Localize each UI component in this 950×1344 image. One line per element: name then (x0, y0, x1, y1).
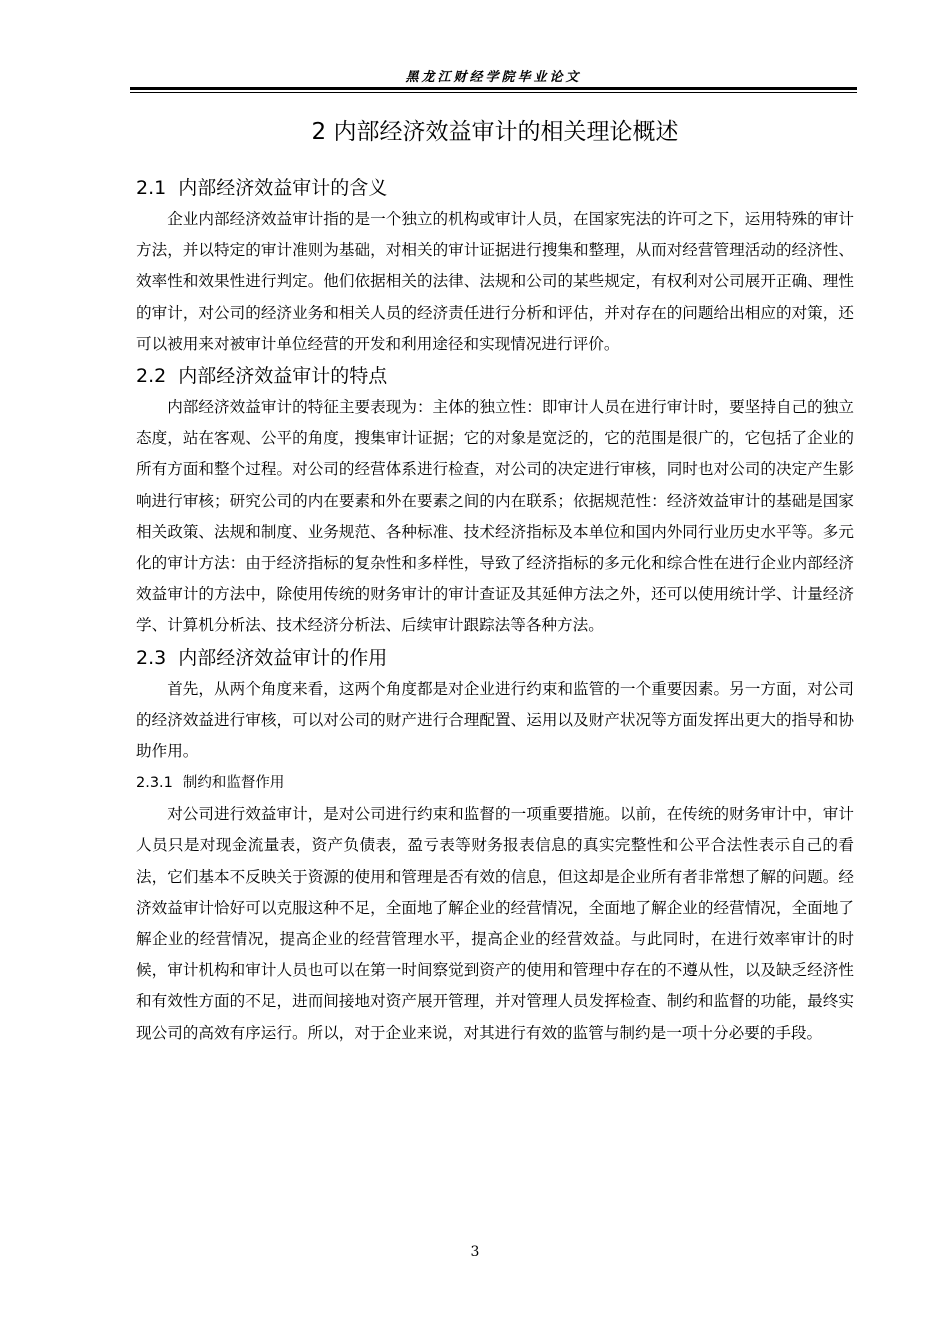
header-rule-thin (130, 92, 857, 93)
subsection-title: 制约和监督作用 (182, 775, 285, 792)
chapter-title: 2 内部经济效益审计的相关理论概述 (311, 119, 679, 145)
section-title: 内部经济效益审计的含义 (178, 177, 388, 199)
page-body (136, 112, 854, 1049)
page-number: 3 (470, 1244, 480, 1260)
section-heading-2-2 (136, 360, 854, 392)
section-heading-2-1 (136, 172, 854, 204)
running-header: 黑龙江财经学院毕业论文 (405, 70, 582, 85)
paragraph: 企业内部经济效益审计指的是一个独立的机构或审计人员，在国家宪法的许可之下，运用特殊的审计方法，并以特定的审计准则为基础，对相关的审计证据进行搜集和整理，从而对经营管理活动的经济性、效率性和效果性进行判定。他们依据相关的法律、法规和公司的某些规定，有权利对公司展开正确、理性的审计，对公司的经济业务和相关人员的经济责任进行分析和评估，并对存在的问题给出相应的对策，还可以被用来对被审计单位经营的开发和利用途径和实现情况进行评价。 (136, 210, 854, 353)
paragraph: 首先，从两个角度来看，这两个角度都是对企业进行约束和监管的一个重要因素。另一方面，对公司的经济效益进行审核，可以对公司的财产进行合理配置、运用以及财产状况等方面发挥出更大的指导和协助作用。 (136, 679, 854, 761)
subsection-heading-2-3-1 (136, 767, 854, 799)
subsection-number: 2.3.1 (136, 775, 173, 792)
header-rule-thick (130, 87, 857, 90)
paragraph: 对公司进行效益审计，是对公司进行约束和监督的一项重要措施。以前，在传统的财务审计中，审计人员只是对现金流量表，资产负债表，盈亏表等财务报表信息的真实完整性和公平合法性表示自己的看法，它们基本不反映关于资源的使用和管理是否有效的信息，但这却是企业所有者非常想了解的问题。经济效益审计恰好可以克服这种不足，全面地了解企业的经营情况，全面地了解企业的经营情况，全面地了解企业的经营情况，提高企业的经营管理水平，提高企业的经营效益。与此同时，在进行效率审计的时候，审计机构和审计人员也可以在第一时间察觉到资产的使用和管理中存在的不遵从性，以及缺乏经济性和有效性方面的不足，进而间接地对资产展开管理，并对管理人员发挥检查、制约和监督的功能，最终实现公司的高效有序运行。所以，对于企业来说，对其进行有效的监管与制约是一项十分必要的手段。 (136, 805, 854, 1042)
paragraph: 内部经济效益审计的特征主要表现为：主体的独立性：即审计人员在进行审计时，要坚持自己的独立态度，站在客观、公平的角度，搜集审计证据；它的对象是宽泛的，它的范围是很广的，它包括了企业的所有方面和整个过程。对公司的经营体系进行检查，对公司的决定进行审核，同时也对公司的决定产生影响进行审核；研究公司的内在要素和外在要素之间的内在联系；依据规范性：经济效益审计的基础是国家相关政策、法规和制度、业务规范、各种标准、技术经济指标及本单位和国内外同行业历史水平等。多元化的审计方法：由于经济指标的复杂性和多样性，导致了经济指标的多元化和综合性在进行企业内部经济效益审计的方法中，除使用传统的财务审计的审计查证及其延伸方法之外，还可以使用统计学、计量经济学、计算机分析法、技术经济分析法、后续审计跟踪法等各种方法。 (136, 398, 854, 635)
section-number: 2.3 (136, 646, 167, 669)
section-heading-2-3 (136, 642, 854, 674)
section-number: 2.2 (136, 365, 167, 388)
section-title: 内部经济效益审计的特点 (178, 365, 388, 388)
section-number: 2.1 (136, 177, 167, 199)
section-title: 内部经济效益审计的作用 (178, 646, 388, 669)
